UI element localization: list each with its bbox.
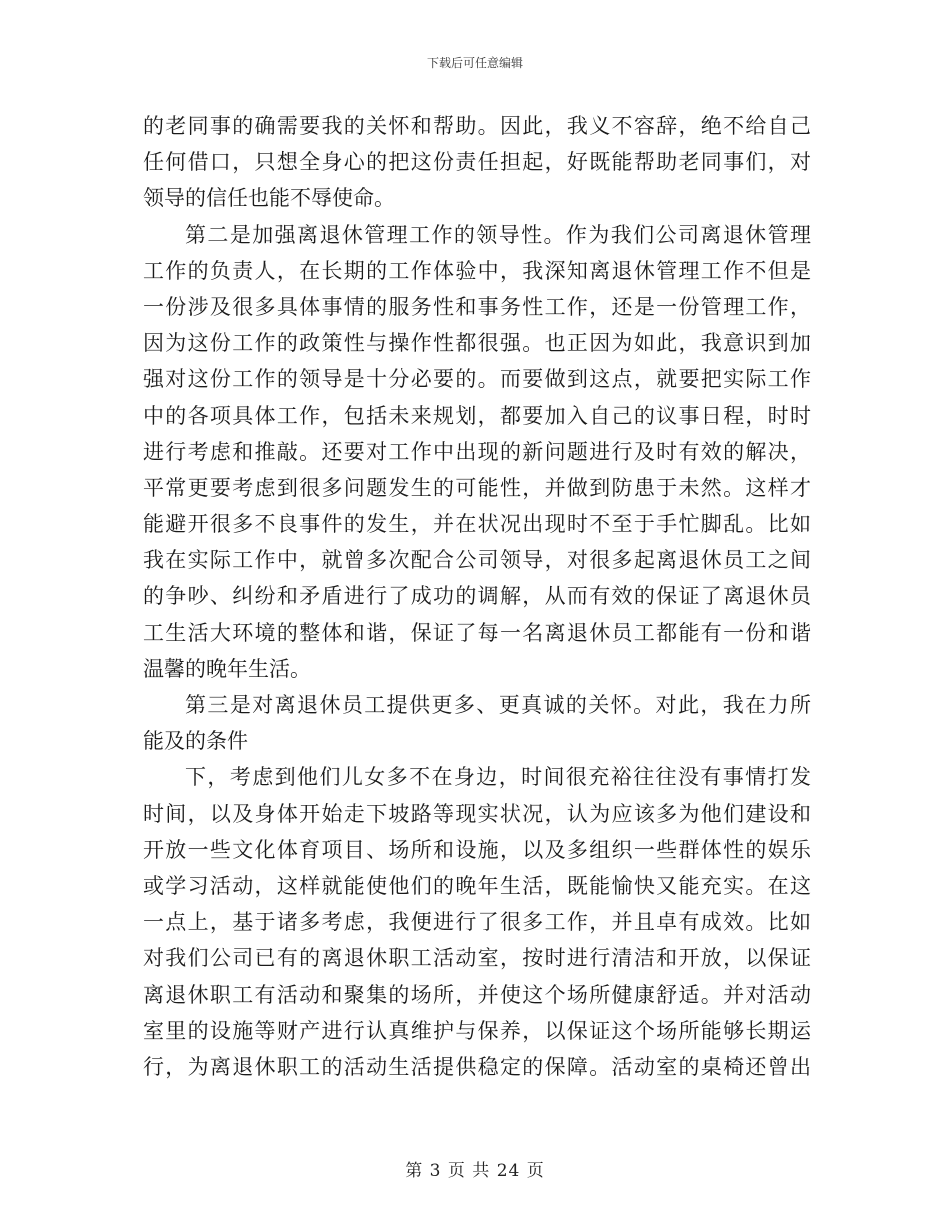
page-header: 下载后可任意编辑 xyxy=(426,56,523,70)
text-line: 第二是加强离退休管理工作的领导性。作为我们公司离退休管理 xyxy=(185,222,811,247)
text-line: 平常更要考虑到很多问题发生的可能性，并做到防患于未然。这样才 xyxy=(143,475,811,500)
text-line: 一点上，基于诸多考虑，我便进行了很多工作，并且卓有成效。比如 xyxy=(143,910,811,935)
text-line: 或学习活动，这样就能使他们的晚年生活，既能愉快又能充实。在这 xyxy=(143,873,811,898)
text-line: 下，考虑到他们儿女多不在身边，时间很充裕往往没有事情打发 xyxy=(185,765,811,790)
text-line: 强对这份工作的领导是十分必要的。而要做到这点，就要把实际工作 xyxy=(143,367,811,392)
paragraph xyxy=(143,687,811,759)
total-unit-label: 页 xyxy=(526,1161,545,1181)
text-line: 开放一些文化体育项目、场所和设施，以及多组织一些群体性的娱乐 xyxy=(143,837,811,862)
text-line: 时间，以及身体开始走下坡路等现实状况，认为应该多为他们建设和 xyxy=(143,801,811,826)
text-line: 中的各项具体工作，包括未来规划，都要加入自己的议事日程，时时 xyxy=(143,403,811,428)
text-line: 第三是对离退休员工提供更多、更真诚的关怀。对此，我在力所 xyxy=(185,693,811,717)
text-line: 工作的负责人，在长期的工作体验中，我深知离退休管理工作不但是 xyxy=(143,258,811,283)
total-pages-number: 24 xyxy=(496,1161,521,1181)
text-line: 室里的设施等财产进行认真维护与保养，以保证这个场所能够长期运 xyxy=(143,1018,811,1043)
text-line: 行，为离退休职工的活动生活提供稳定的保障。活动室的桌椅还曾出 xyxy=(143,1054,811,1079)
page-unit-label: 页 xyxy=(447,1161,466,1181)
text-line: 的争吵、纠纷和矛盾进行了成功的调解，从而有效的保证了离退休员 xyxy=(143,584,811,609)
paragraph xyxy=(143,759,811,1085)
text-line: 我在实际工作中，就曾多次配合公司领导，对很多起离退休员工之间 xyxy=(143,548,811,573)
text-line: 能避开很多不良事件的发生，并在状况出现时不至于手忙脚乱。比如 xyxy=(143,512,811,537)
text-line: 温馨的晚年生活。 xyxy=(143,656,311,681)
text-line: 领导的信任也能不辱使命。 xyxy=(143,186,395,211)
text-line: 因为这份工作的政策性与操作性都很强。也正因为如此，我意识到加 xyxy=(143,331,811,356)
text-line: 任何借口，只想全身心的把这份责任担起，好既能帮助老同事们，对 xyxy=(143,150,811,175)
text-line: 离退休职工有活动和聚集的场所，并使这个场所健康舒适。并对活动 xyxy=(143,982,811,1007)
text-line: 进行考虑和推敲。还要对工作中出现的新问题进行及时有效的解决， xyxy=(143,439,811,464)
text-line: 的老同事的确需要我的关怀和帮助。因此，我义不容辞，绝不给自己 xyxy=(143,114,811,138)
document-body xyxy=(143,108,811,1085)
page-label: 第 xyxy=(405,1161,424,1181)
text-line: 能及的条件 xyxy=(143,729,248,754)
text-line: 工生活大环境的整体和谐，保证了每一名离退休员工都能有一份和谐 xyxy=(143,620,811,645)
text-line: 一份涉及很多具体事情的服务性和事务性工作，还是一份管理工作， xyxy=(143,294,811,319)
text-line: 对我们公司已有的离退休职工活动室，按时进行清洁和开放，以保证 xyxy=(143,946,811,971)
current-page-number: 3 xyxy=(429,1161,442,1181)
paragraph xyxy=(143,217,811,687)
page-footer xyxy=(0,1156,950,1181)
total-label: 共 xyxy=(472,1161,491,1181)
paragraph xyxy=(143,108,811,217)
